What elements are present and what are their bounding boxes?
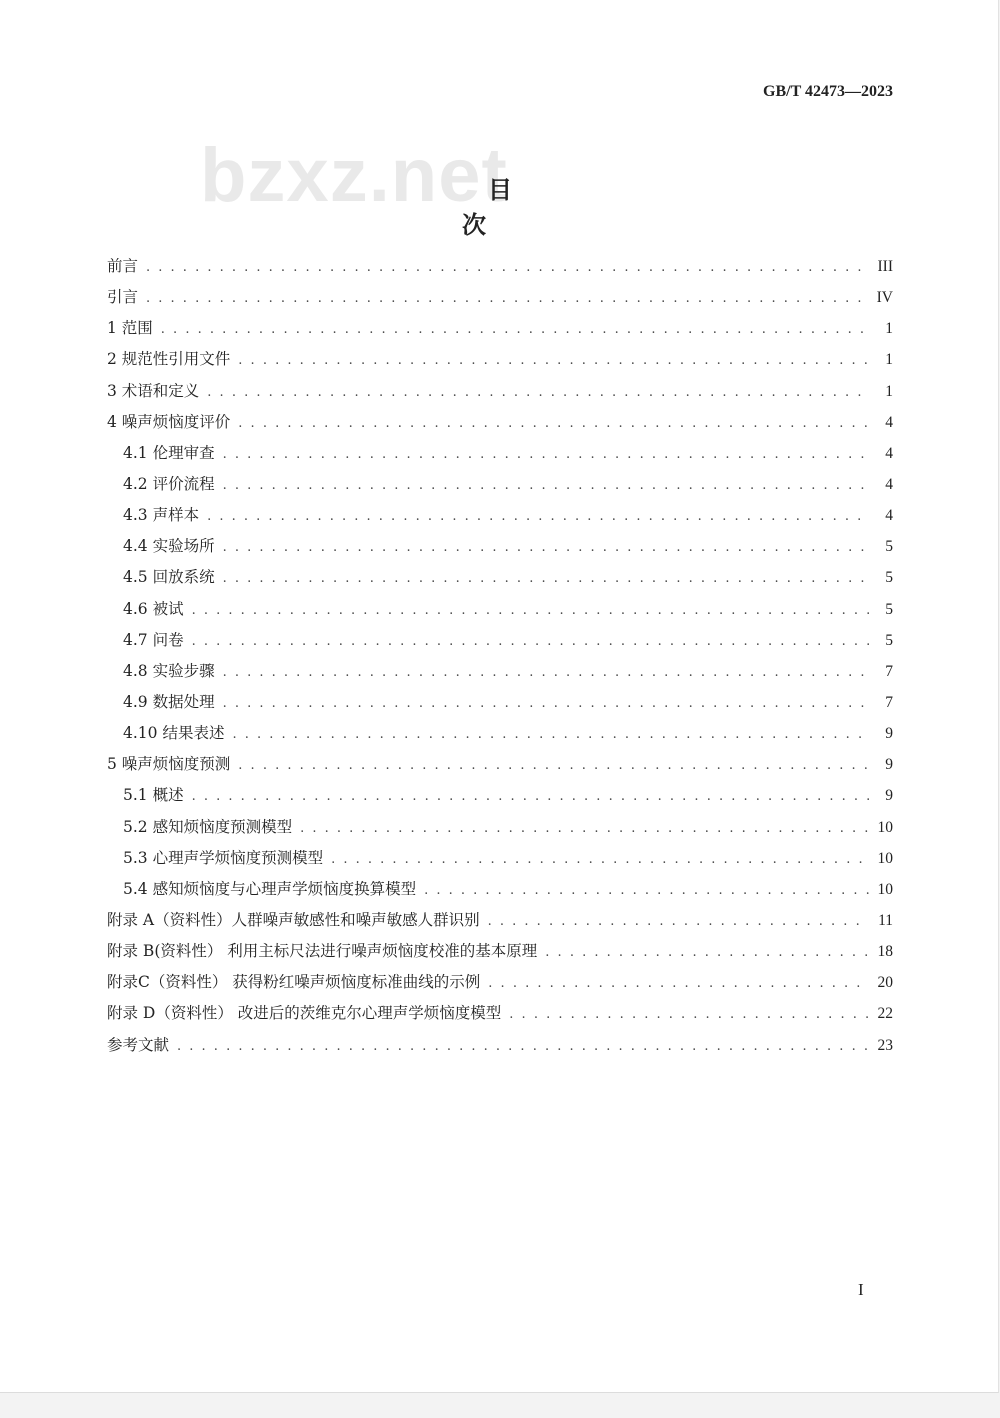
toc-leader-dots — [192, 781, 869, 812]
toc-entry-label: 附录 D（资料性） 改进后的茨维克尔心理声学烦恼度模型 — [107, 1004, 502, 1023]
toc-entry[interactable] — [107, 282, 893, 313]
toc-entry-page: 11 — [878, 911, 893, 929]
toc-entry-page: 4 — [885, 413, 893, 431]
toc-entry-label: 3 术语和定义 — [107, 381, 200, 400]
toc-entry-page: 4 — [885, 475, 893, 493]
toc-entry[interactable] — [107, 344, 893, 375]
toc-entry-label: 附录 B(资料性） 利用主标尺法进行噪声烦恼度校准的基本原理 — [107, 942, 538, 961]
toc-entry-label: 5.4 感知烦恼度与心理声学烦恼度换算模型 — [123, 879, 417, 898]
toc-entry-page: 7 — [885, 662, 893, 680]
toc-entry[interactable] — [107, 874, 893, 905]
toc-entry[interactable] — [107, 718, 893, 749]
toc-entry-page: 7 — [885, 693, 893, 711]
toc-entry-page: III — [877, 258, 893, 275]
toc-entry[interactable] — [107, 531, 893, 562]
toc-leader-dots — [192, 595, 869, 626]
toc-leader-dots — [545, 937, 869, 968]
toc-leader-dots — [223, 470, 869, 501]
toc-entry[interactable] — [107, 594, 893, 625]
toc-entry[interactable] — [107, 251, 893, 282]
toc-entry-label: 附录 A（资料性）人群噪声敏感性和噪声敏感人群识别 — [107, 910, 480, 929]
toc-leader-dots — [223, 532, 869, 563]
toc-entry-label: 5.2 感知烦恼度预测模型 — [123, 817, 293, 836]
toc-entry[interactable] — [107, 500, 893, 531]
toc-leader-dots — [238, 408, 869, 439]
toc-entry-page: 10 — [877, 849, 893, 867]
toc-leader-dots — [232, 719, 869, 750]
toc-leader-dots — [331, 844, 869, 875]
toc-entry-label: 4 噪声烦恼度评价 — [107, 412, 231, 431]
toc-leader-dots — [223, 563, 869, 594]
toc-entry-label: 4.5 回放系统 — [123, 568, 215, 587]
toc-leader-dots — [238, 750, 869, 781]
toc-entry-label: 引言 — [107, 288, 139, 307]
toc-leader-dots — [207, 501, 869, 532]
toc-leader-dots — [488, 968, 869, 999]
toc-entry[interactable] — [107, 843, 893, 874]
toc-entry[interactable] — [107, 780, 893, 811]
toc-entry-label: 1 范围 — [107, 319, 153, 338]
toc-leader-dots — [223, 439, 869, 470]
toc-entry[interactable] — [107, 469, 893, 500]
toc-entry-page: 1 — [885, 351, 893, 369]
toc-entry-label: 4.6 被试 — [123, 599, 184, 618]
toc-entry-page: 10 — [877, 880, 893, 898]
toc-entry-page: IV — [876, 289, 893, 307]
toc-entry-page: 5 — [885, 631, 893, 649]
toc-leader-dots — [192, 626, 869, 657]
watermark: bzxz.net — [200, 133, 508, 218]
toc-leader-dots — [146, 283, 869, 314]
toc-entry-label: 4.8 实验步骤 — [123, 661, 215, 680]
toc-entry-page: 5 — [885, 538, 893, 556]
toc-entry-label: 4.10 结果表述 — [123, 724, 225, 743]
toc-entry-page: 20 — [877, 974, 893, 992]
standard-code: GB/T 42473—2023 — [763, 83, 893, 100]
toc-entry[interactable] — [107, 749, 893, 780]
page-title: 目 次 — [462, 175, 564, 239]
toc-entry[interactable] — [107, 967, 893, 998]
toc-leader-dots — [488, 906, 869, 937]
toc-entry-page: 10 — [877, 818, 893, 836]
toc-entry-label: 4.9 数据处理 — [123, 692, 215, 711]
toc-entry-label: 附录C（资料性） 获得粉红噪声烦恼度标准曲线的示例 — [107, 973, 481, 992]
toc-entry[interactable] — [107, 998, 893, 1029]
toc-entry-label: 4.3 声样本 — [123, 506, 200, 525]
toc-entry-page: 9 — [885, 787, 893, 805]
toc-leader-dots — [177, 1031, 869, 1062]
toc-leader-dots — [207, 377, 869, 408]
toc-entry-page: 5 — [885, 600, 893, 618]
table-of-contents — [107, 251, 893, 1061]
toc-leader-dots — [161, 314, 869, 345]
toc-entry-page: 22 — [877, 1005, 893, 1023]
toc-entry-label: 4.2 评价流程 — [123, 474, 215, 493]
toc-entry-page: 23 — [877, 1036, 893, 1054]
toc-entry[interactable] — [107, 687, 893, 718]
toc-entry[interactable] — [107, 376, 893, 407]
toc-entry-label: 前言 — [107, 257, 139, 275]
toc-entry[interactable] — [107, 313, 893, 344]
toc-entry[interactable] — [107, 812, 893, 843]
toc-entry-label: 2 规范性引用文件 — [107, 350, 231, 369]
toc-entry-page: 5 — [885, 569, 893, 587]
toc-leader-dots — [509, 999, 869, 1030]
toc-entry[interactable] — [107, 656, 893, 687]
toc-entry[interactable] — [107, 438, 893, 469]
toc-entry-page: 9 — [885, 756, 893, 774]
toc-leader-dots — [238, 345, 869, 376]
toc-entry[interactable] — [107, 936, 893, 967]
toc-entry-label: 参考文献 — [107, 1035, 170, 1054]
toc-entry[interactable] — [107, 407, 893, 438]
toc-leader-dots — [424, 875, 869, 906]
toc-entry[interactable] — [107, 562, 893, 593]
toc-entry-page: 9 — [885, 725, 893, 743]
toc-entry-page: 18 — [877, 943, 893, 961]
toc-entry-page: 1 — [885, 320, 893, 338]
toc-entry-label: 4.4 实验场所 — [123, 537, 215, 556]
toc-entry-label: 4.1 伦理审查 — [123, 443, 215, 462]
toc-leader-dots — [300, 813, 869, 844]
toc-entry[interactable] — [107, 1030, 893, 1061]
toc-entry-label: 4.7 问卷 — [123, 630, 184, 649]
toc-entry-page: 4 — [885, 444, 893, 462]
toc-entry-label: 5.1 概述 — [123, 786, 184, 805]
toc-entry-page: 4 — [885, 507, 893, 525]
toc-entry-page: 1 — [885, 382, 893, 400]
toc-leader-dots — [223, 688, 869, 719]
page-number: I — [858, 1280, 864, 1299]
toc-leader-dots — [146, 252, 869, 283]
toc-entry[interactable] — [107, 905, 893, 936]
toc-entry-label: 5.3 心理声学烦恼度预测模型 — [123, 848, 324, 867]
toc-leader-dots — [223, 657, 869, 688]
toc-entry[interactable] — [107, 625, 893, 656]
toc-entry-label: 5 噪声烦恼度预测 — [107, 755, 231, 774]
